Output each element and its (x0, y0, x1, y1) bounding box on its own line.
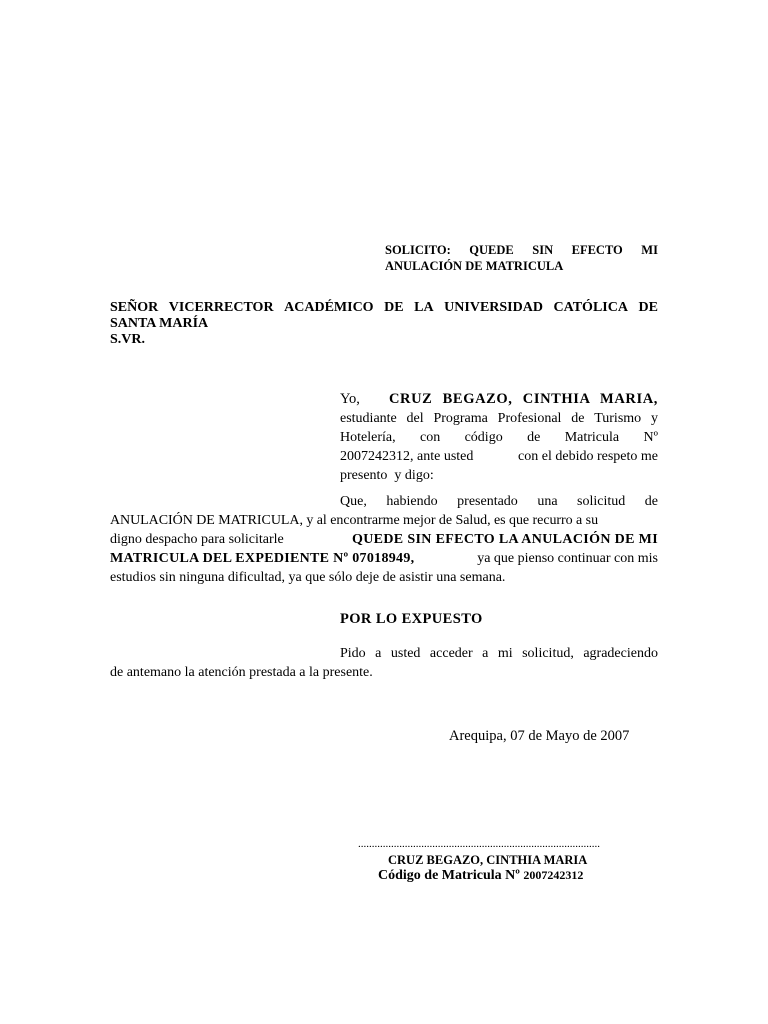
signature-code-label: Código de Matricula Nº (378, 868, 520, 883)
intro-paragraph (340, 390, 658, 490)
subject-line-1 (385, 242, 658, 258)
word: EFECTO (571, 243, 623, 257)
signature-code-value: 2007242312 (523, 868, 584, 882)
word: habiendo (386, 494, 438, 509)
subject-line-2: ANULACIÓN DE MATRICULA (385, 259, 564, 273)
word: solicitud, (522, 646, 574, 661)
closing-line-2: de antemano la atención prestada a la presente. (110, 665, 373, 680)
addressee-line-3: S.VR. (110, 332, 146, 347)
request-line-2: ANULACIÓN DE MATRICULA, y al encontrarme mejor de Salud, es que recurro a su (110, 513, 599, 528)
word: y (650, 411, 658, 426)
intro-line-4b: con el debido respeto me (518, 449, 658, 464)
word: SIN (532, 243, 554, 257)
word: Nº (643, 430, 658, 445)
signature-line: ........................................................................................ (358, 838, 600, 850)
word: con (419, 430, 441, 445)
word: ACADÉMICO (284, 300, 374, 315)
word: de (644, 494, 658, 509)
word: a (375, 646, 382, 661)
word: MI (641, 243, 658, 257)
intro-line-4 (340, 447, 658, 466)
word: código (464, 430, 503, 445)
word: Que, (340, 494, 367, 509)
word: CATÓLICA (553, 300, 628, 315)
word: Pido (340, 646, 366, 661)
intro-line-2 (340, 409, 658, 428)
request-line-1 (340, 492, 658, 511)
intro-yo: Yo, (340, 391, 360, 407)
word: DE (384, 300, 404, 315)
intro-line-3 (340, 428, 658, 447)
request-line-3-plain: digno despacho para solicitarle (110, 532, 284, 547)
word: UNIVERSIDAD (444, 300, 543, 315)
por-lo-expuesto: POR LO EXPUESTO (340, 611, 483, 627)
word: agradeciendo (583, 646, 658, 661)
addressee-line-1 (110, 300, 658, 316)
word: SOLICITO: (385, 243, 451, 257)
word: a (482, 646, 489, 661)
word: QUEDE (469, 243, 514, 257)
word: Turismo (594, 411, 642, 426)
word: presentado (457, 494, 518, 509)
word: DE (638, 300, 658, 315)
word: una (537, 494, 558, 509)
word: Profesional (497, 411, 562, 426)
request-paragraph (110, 492, 658, 588)
word: estudiante (340, 411, 397, 426)
word: usted (390, 646, 421, 661)
signature-code (378, 868, 583, 884)
request-line-3-bold: QUEDE SIN EFECTO LA ANULACIÓN DE MI (351, 532, 658, 547)
word: Matricula (564, 430, 620, 445)
word: VICERRECTOR (168, 300, 274, 315)
word: LA (414, 300, 434, 315)
word: acceder (429, 646, 473, 661)
word: SEÑOR (110, 300, 159, 315)
word: mi (497, 646, 513, 661)
intro-line-5: presento y digo: (340, 468, 434, 483)
word: solicitud (577, 494, 626, 509)
intro-line-1 (340, 390, 658, 409)
intro-line-4a: 2007242312, ante usted (340, 449, 474, 464)
signature-name: CRUZ BEGAZO, CINTHIA MARIA (388, 853, 588, 867)
closing-line-1 (340, 644, 658, 663)
word: Programa (433, 411, 488, 426)
expediente-number: MATRICULA DEL EXPEDIENTE Nº 07018949, (110, 551, 415, 566)
date-line: Arequipa, 07 de Mayo de 2007 (449, 728, 630, 744)
request-line-3 (110, 530, 658, 549)
addressee-line-2: SANTA MARÍA (110, 316, 209, 331)
closing-paragraph (110, 644, 658, 684)
request-line-4-plain: ya que pienso continuar con mis (477, 551, 658, 566)
word: del (406, 411, 424, 426)
student-name: CRUZ BEGAZO, CINTHIA MARIA, (388, 391, 658, 407)
word: de (527, 430, 541, 445)
word: de (571, 411, 585, 426)
word: Hotelería, (340, 430, 396, 445)
request-line-4 (110, 549, 658, 568)
request-line-5: estudios sin ninguna dificultad, ya que sólo deje de asistir una semana. (110, 570, 506, 585)
